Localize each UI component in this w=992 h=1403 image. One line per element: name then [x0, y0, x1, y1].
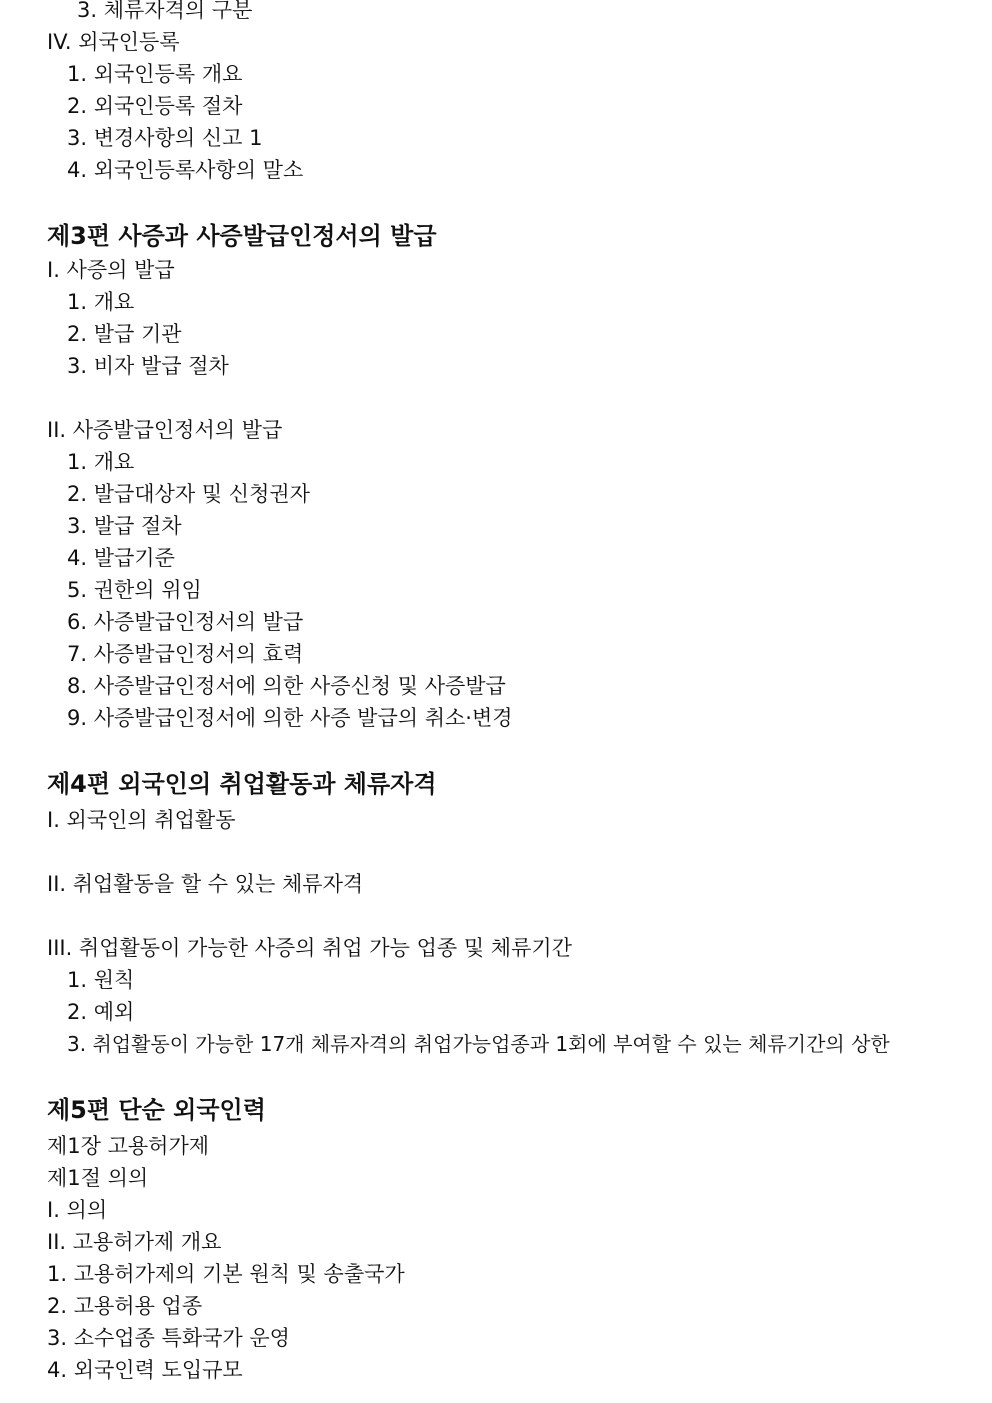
- toc-item: 1. 개요: [67, 290, 135, 314]
- toc-chapter: 제1장 고용허가제: [47, 1134, 210, 1158]
- toc-item: 3. 체류자격의 구분: [77, 0, 253, 22]
- toc-item: 4. 외국인등록사항의 말소: [67, 158, 304, 182]
- toc-item: 3. 소수업종 특화국가 운영: [47, 1326, 290, 1350]
- toc-section: II. 사증발급인정서의 발급: [47, 418, 283, 442]
- toc-item: 3. 변경사항의 신고 1: [67, 126, 263, 150]
- toc-item: 2. 예외: [67, 1000, 135, 1024]
- toc-item: 1. 원칙: [67, 968, 135, 992]
- toc-item: 1. 고용허가제의 기본 원칙 및 송출국가: [47, 1262, 405, 1286]
- toc-item: 3. 비자 발급 절차: [67, 354, 229, 378]
- toc-section: I. 외국인의 취업활동: [47, 808, 236, 832]
- toc-item: 2. 발급 기관: [67, 322, 182, 346]
- toc-subchapter: 제1절 의의: [47, 1166, 149, 1190]
- toc-item: 3. 발급 절차: [67, 514, 182, 538]
- toc-item: 2. 외국인등록 절차: [67, 94, 243, 118]
- toc-section: III. 취업활동이 가능한 사증의 취업 가능 업종 및 체류기간: [47, 936, 572, 960]
- toc-item: 5. 권한의 위임: [67, 578, 202, 602]
- toc-item: 2. 발급대상자 및 신청권자: [67, 482, 310, 506]
- toc-item: 1. 외국인등록 개요: [67, 62, 243, 86]
- toc-item: 9. 사증발급인정서에 의한 사증 발급의 취소·변경: [67, 706, 513, 730]
- toc-item: 7. 사증발급인정서의 효력: [67, 642, 304, 666]
- toc-item: 1. 개요: [67, 450, 135, 474]
- toc-item: 3. 취업활동이 가능한 17개 체류자격의 취업가능업종과 1회에 부여할 수 있는 체류기간의 상한: [67, 1032, 890, 1056]
- toc-item: 4. 외국인력 도입규모: [47, 1358, 243, 1382]
- toc-item: 8. 사증발급인정서에 의한 사증신청 및 사증발급: [67, 674, 506, 698]
- toc-item: 2. 고용허용 업종: [47, 1294, 203, 1318]
- toc-section: I. 의의: [47, 1198, 108, 1222]
- toc-section: I. 사증의 발급: [47, 258, 175, 282]
- part-heading: 제3편 사증과 사증발급인정서의 발급: [47, 222, 437, 250]
- part-heading: 제5편 단순 외국인력: [47, 1096, 266, 1124]
- toc-section: II. 고용허가제 개요: [47, 1230, 222, 1254]
- part-heading: 제4편 외국인의 취업활동과 체류자격: [47, 770, 437, 798]
- toc-section: II. 취업활동을 할 수 있는 체류자격: [47, 872, 364, 896]
- toc-item: 6. 사증발급인정서의 발급: [67, 610, 304, 634]
- toc-section: IV. 외국인등록: [47, 30, 180, 54]
- toc-item: 4. 발급기준: [67, 546, 175, 570]
